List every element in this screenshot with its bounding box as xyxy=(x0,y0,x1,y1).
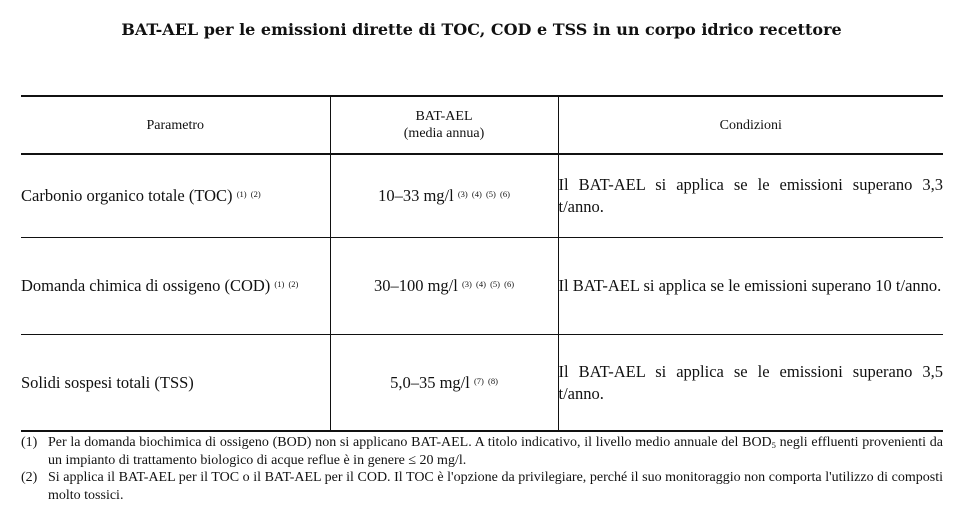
footnote-text: Per la domanda biochimica di ossigeno (BOD) non si applicano BAT-AEL. A titolo indicativo, il livello medio annuale del BOD xyxy=(48,435,772,450)
param-cell xyxy=(21,238,330,335)
table-row xyxy=(21,335,943,432)
bat-ael-table xyxy=(21,95,943,432)
condition-text: Il BAT-AEL si applica se le emissioni superano 3,5 t/anno. xyxy=(558,361,943,403)
header-row xyxy=(21,96,943,154)
footnote-text: Si applica il BAT-AEL per il TOC o il BAT-AEL per il COD. Il TOC è l'opzione da privilegiare, perché il suo monitoraggio non comporta l'utilizzo di composti molto tossici. xyxy=(48,470,943,503)
footnote-ref[interactable]: (8) xyxy=(488,375,498,386)
footnote-ref[interactable]: (1) xyxy=(236,189,247,199)
param-text: Carbonio organico totale (TOC) xyxy=(21,186,233,205)
footnote-subscript: 5 xyxy=(771,440,776,450)
param-text: Domanda chimica di ossigeno (COD) xyxy=(21,276,271,295)
footnote-ref[interactable]: (2) xyxy=(250,189,261,199)
table-title: BAT-AEL per le emissioni dirette di TOC, COD e TSS in un corpo idrico recettore xyxy=(121,20,842,39)
footnote-ref[interactable]: (5) xyxy=(485,189,496,199)
table-row xyxy=(21,238,943,335)
param-cell xyxy=(21,154,330,238)
footnote-ref[interactable]: (2) xyxy=(288,279,299,289)
header-bat-ael-line2: (media annua) xyxy=(403,126,485,141)
footnote-ref[interactable]: (5) xyxy=(490,279,500,289)
footnote-ref[interactable]: (4) xyxy=(476,279,486,289)
condition-text: Il BAT-AEL si applica se le emissioni superano 3,3 t/anno. xyxy=(558,175,943,216)
condition-cell xyxy=(558,335,943,432)
header-bat-ael-line1: BAT-AEL xyxy=(415,109,473,124)
footnote-ref[interactable]: (3) xyxy=(457,189,468,199)
param-text: Solidi sospesi totali (TSS) xyxy=(21,372,194,392)
value-text: 5,0–35 mg/l xyxy=(390,372,470,392)
header-bat-ael xyxy=(330,96,558,154)
value-cell xyxy=(330,335,558,432)
footnote-mark: (2) xyxy=(21,470,38,485)
header-parametro-label: Parametro xyxy=(146,117,205,133)
footnote-ref[interactable]: (4) xyxy=(471,189,482,199)
footnote-text-cont: negli effluenti provenienti da un impianto di trattamento biologico di acque reflue è in genere ≤ 20 mg/l. xyxy=(48,435,943,468)
value-text: 30–100 mg/l xyxy=(373,276,458,295)
footnote xyxy=(21,434,943,469)
header-parametro xyxy=(21,96,330,154)
value-cell xyxy=(330,154,558,238)
param-cell xyxy=(21,335,330,432)
value-cell xyxy=(330,238,558,335)
condition-text: Il BAT-AEL si applica se le emissioni superano 10 t/anno. xyxy=(558,276,942,295)
value-text: 10–33 mg/l xyxy=(378,186,454,205)
footnote-ref[interactable]: (1) xyxy=(274,279,285,289)
footnote-ref[interactable]: (6) xyxy=(499,189,510,199)
footnote-ref[interactable]: (7) xyxy=(473,375,484,386)
footnotes xyxy=(21,434,943,504)
footnote xyxy=(21,469,943,504)
footnote-ref[interactable]: (6) xyxy=(504,279,515,289)
footnote-mark: (1) xyxy=(21,435,38,450)
condition-cell xyxy=(558,238,943,335)
header-condizioni xyxy=(558,96,943,154)
condition-cell xyxy=(558,154,943,238)
footnote-ref[interactable]: (3) xyxy=(461,279,472,289)
table-row xyxy=(21,154,943,238)
header-condizioni-label: Condizioni xyxy=(719,117,782,133)
